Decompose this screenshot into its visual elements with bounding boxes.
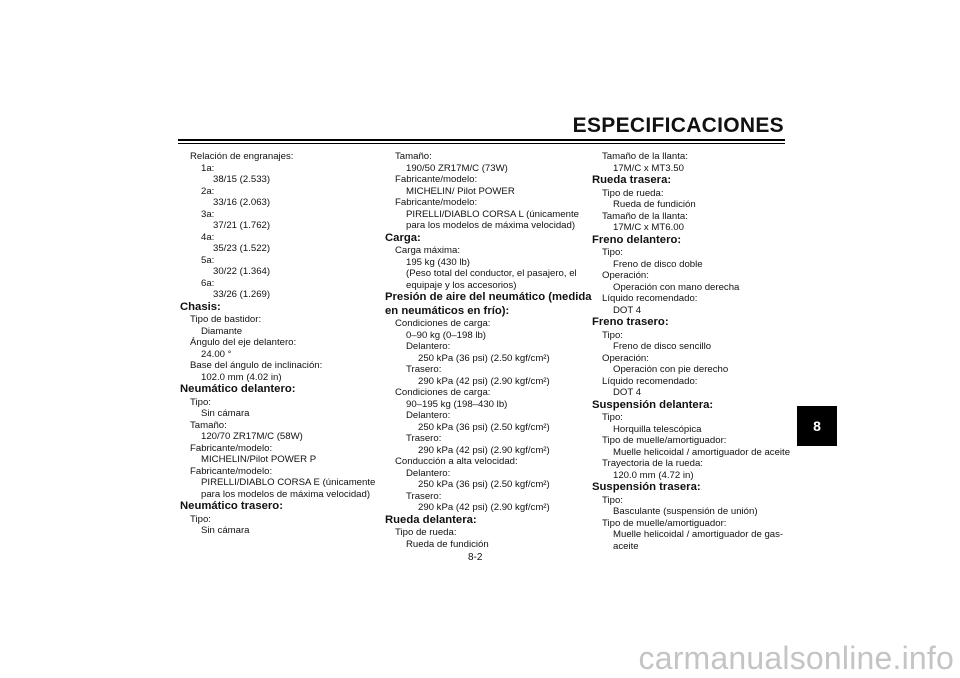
section-heading: Freno trasero: [592, 316, 669, 328]
spec-line: 17M/C x MT3.50 [613, 162, 684, 174]
spec-line: 24.00 ° [201, 348, 232, 360]
spec-line: Tipo de muelle/amortiguador: [602, 517, 727, 529]
spec-line: Tipo de muelle/amortiguador: [602, 435, 727, 446]
spec-line: DOT 4 [613, 387, 642, 398]
spec-line: Tipo: [602, 247, 623, 258]
spec-line: Líquido recomendado: [602, 293, 698, 304]
spec-line: Fabricante/modelo: [190, 465, 273, 477]
spec-line: Base del ángulo de inclinación: [190, 360, 323, 371]
section-heading: Presión de aire del neumático (medida [385, 291, 592, 303]
spec-line: Trayectoria de la rueda: [602, 458, 703, 469]
spec-line: 35/23 (1.522) [213, 243, 271, 254]
spec-line: Fabricante/modelo: [395, 197, 478, 208]
section-heading: Suspensión trasera: [592, 481, 701, 493]
section-heading: Rueda trasera: [592, 174, 672, 186]
spec-line: 0–90 kg (0–198 lb) [406, 329, 487, 341]
spec-line: para los modelos de máxima velocidad) [406, 220, 576, 231]
spec-line: Horquilla telescópica [613, 423, 702, 435]
page-title: ESPECIFICACIONES [572, 114, 784, 137]
spec-line: 5a: [201, 254, 215, 266]
spec-line: Delantero: [406, 341, 451, 352]
spec-line: DOT 4 [613, 304, 642, 316]
spec-line: Muelle helicoidal / amortiguador de gas- [613, 529, 784, 540]
spec-line: Muelle helicoidal / amortiguador de aceite [613, 446, 791, 458]
spec-line: PIRELLI/DIABLO CORSA E (únicamente [201, 477, 376, 488]
spec-line: Sin cámara [201, 525, 250, 536]
spec-line: 120.0 mm (4.72 in) [613, 469, 694, 481]
header-rule-thin [178, 143, 785, 144]
spec-line: 90–195 kg (198–430 lb) [406, 398, 508, 410]
spec-column-3 [592, 151, 792, 552]
spec-line: Tipo de bastidor: [190, 314, 262, 325]
spec-line: 290 kPa (42 psi) (2.90 kgf/cm²) [418, 375, 550, 387]
spec-line: Sin cámara [201, 408, 250, 419]
spec-line: 38/15 (2.533) [213, 174, 271, 185]
section-heading: Rueda delantera: [385, 513, 477, 526]
section-heading: Freno delantero: [592, 233, 682, 246]
spec-line: Líquido recomendado: [602, 375, 698, 387]
spec-line: Delantero: [406, 467, 451, 479]
spec-line: 33/26 (1.269) [213, 289, 271, 300]
watermark: carmanualsonline.info [638, 640, 954, 676]
section-heading: Chasis: [180, 300, 221, 313]
spec-line: Rueda de fundición [406, 538, 489, 550]
spec-line: Operación: [602, 352, 649, 364]
spec-line: Tamaño: [190, 419, 227, 431]
spec-line: 17M/C x MT6.00 [613, 222, 684, 233]
spec-line: 120/70 ZR17M/C (58W) [201, 431, 303, 442]
section-heading: Suspensión delantera: [592, 398, 714, 411]
spec-line: equipaje y los accesorios) [406, 279, 517, 291]
spec-line: (Peso total del conductor, el pasajero, el [406, 268, 577, 279]
spec-line: Tipo de rueda: [602, 187, 664, 199]
spec-line: MICHELIN/Pilot POWER P [201, 454, 317, 465]
spec-line: para los modelos de máxima velocidad) [201, 488, 371, 500]
chapter-tab[interactable]: 8 [797, 406, 837, 446]
spec-line: Fabricante/modelo: [395, 174, 478, 185]
spec-line: aceite [613, 540, 639, 552]
spec-line: 250 kPa (36 psi) (2.50 kgf/cm²) [418, 421, 550, 433]
spec-line: Freno de disco sencillo [613, 341, 712, 352]
spec-line: 2a: [201, 185, 215, 197]
spec-line: Condiciones de carga: [395, 318, 491, 329]
spec-line: Tipo: [190, 396, 211, 408]
spec-line: Tipo: [190, 513, 211, 525]
spec-line: Trasero: [406, 490, 442, 502]
spec-line: Tipo: [602, 412, 623, 423]
spec-line: Ángulo del eje delantero: [190, 337, 297, 348]
spec-line: 4a: [201, 231, 215, 243]
spec-line: Operación: [602, 270, 649, 281]
spec-line: Conducción a alta velocidad: [395, 456, 518, 467]
spec-line: 33/16 (2.063) [213, 197, 271, 208]
spec-line: MICHELIN/ Pilot POWER [406, 185, 515, 197]
spec-line: Tipo de rueda: [395, 527, 457, 538]
spec-line: Trasero: [406, 433, 442, 444]
spec-line: 30/22 (1.364) [213, 266, 271, 277]
spec-line: 102.0 mm (4.02 in) [201, 371, 282, 383]
spec-line: Carga máxima: [395, 245, 461, 256]
spec-line: Tamaño: [395, 151, 432, 162]
spec-line: Operación con mano derecha [613, 281, 740, 293]
spec-line: 6a: [201, 277, 215, 289]
spec-line: Condiciones de carga: [395, 387, 491, 398]
spec-column-2 [385, 151, 592, 550]
spec-line: 290 kPa (42 psi) (2.90 kgf/cm²) [418, 444, 550, 456]
spec-line: 1a: [201, 162, 215, 174]
section-heading: en neumáticos en frío): [385, 304, 510, 317]
spec-line: 250 kPa (36 psi) (2.50 kgf/cm²) [418, 352, 550, 364]
spec-line: Rueda de fundición [613, 199, 696, 210]
spec-column-1 [180, 151, 380, 537]
spec-line: Freno de disco doble [613, 258, 703, 270]
spec-line: Diamante [201, 325, 243, 337]
spec-line: Tipo: [602, 329, 623, 341]
page-number: 8-2 [468, 552, 483, 563]
section-heading: Carga: [385, 231, 421, 244]
header-rule [178, 139, 785, 141]
spec-line: PIRELLI/DIABLO CORSA L (únicamente [406, 208, 579, 220]
spec-line: Tamaño de la llanta: [602, 210, 688, 222]
section-heading: Neumático trasero: [180, 500, 283, 512]
spec-line: Operación con pie derecho [613, 364, 729, 375]
spec-line: 250 kPa (36 psi) (2.50 kgf/cm²) [418, 479, 550, 490]
spec-line: Trasero: [406, 364, 442, 375]
section-heading: Neumático delantero: [180, 383, 296, 395]
spec-line: 290 kPa (42 psi) (2.90 kgf/cm²) [418, 502, 550, 513]
spec-line: Fabricante/modelo: [190, 442, 273, 454]
spec-line: Tipo: [602, 494, 623, 506]
spec-line: Relación de engranajes: [190, 151, 294, 162]
spec-line: Basculante (suspensión de unión) [613, 506, 758, 517]
spec-line: 195 kg (430 lb) [406, 256, 470, 268]
spec-line: Tamaño de la llanta: [602, 151, 688, 162]
spec-line: 190/50 ZR17M/C (73W) [406, 162, 508, 174]
spec-line: 3a: [201, 208, 215, 220]
spec-line: Delantero: [406, 410, 451, 421]
spec-line: 37/21 (1.762) [213, 220, 271, 231]
